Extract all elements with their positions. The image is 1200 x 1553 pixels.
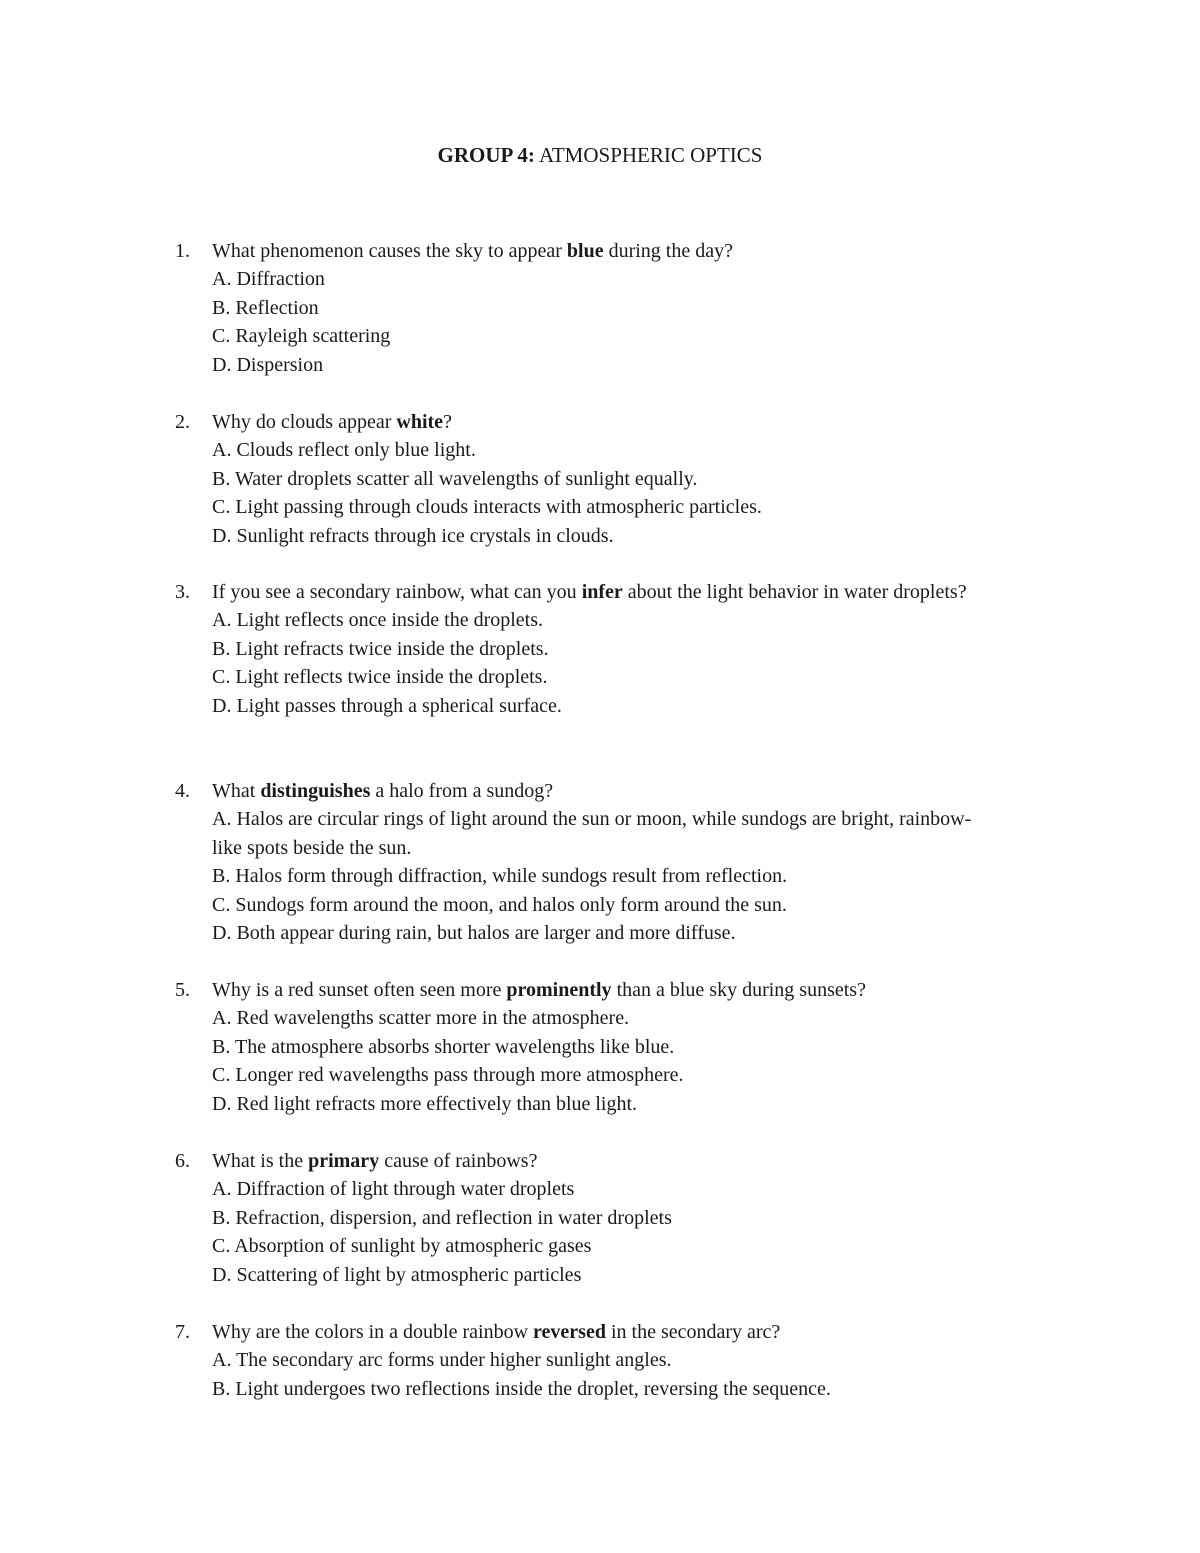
option-d: D. Light passes through a spherical surface. [212,694,562,717]
question-number: 5. [175,979,190,1001]
option-c: C. Light passing through clouds interacts with atmospheric particles. [212,496,762,519]
option-d: D. Both appear during rain, but halos are larger and more diffuse. [212,922,736,945]
question-stem: What distinguishes a halo from a sundog? [212,780,554,802]
page-title [0,142,1200,168]
key-term: reversed [533,1321,606,1343]
question-2 [175,408,975,550]
option-a: A. The secondary arc forms under higher sunlight angles. [212,1349,672,1372]
option-a: A. Clouds reflect only blue light. [212,439,476,462]
question-stem: Why are the colors in a double rainbow reversed in the secondary arc? [212,1321,781,1343]
key-term: primary [308,1150,380,1172]
question-number: 6. [175,1150,190,1172]
question-1 [175,237,975,379]
title-group-label: GROUP 4: [437,143,535,167]
option-c: C. Sundogs form around the moon, and halos only form around the sun. [212,893,787,916]
question-3 [175,578,975,720]
option-b: B. Light refracts twice inside the droplets. [212,637,549,660]
question-number: 4. [175,780,190,802]
option-a: A. Diffraction of light through water droplets [212,1178,575,1201]
question-number: 7. [175,1321,190,1343]
option-b: B. Light undergoes two reflections inside the droplet, reversing the sequence. [212,1377,831,1400]
option-d: D. Red light refracts more effectively than blue light. [212,1092,638,1115]
question-5 [175,976,975,1118]
option-c: C. Rayleigh scattering [212,325,391,348]
question-stem: What phenomenon causes the sky to appear blue during the day? [212,240,733,262]
question-stem: Why is a red sunset often seen more prominently than a blue sky during sunsets? [212,979,866,1001]
question-7 [175,1318,975,1403]
option-b: B. Water droplets scatter all wavelengths of sunlight equally. [212,467,698,490]
question-number: 1. [175,240,190,262]
key-term: infer [581,581,623,603]
option-d: D. Dispersion [212,353,324,376]
option-a: A. Diffraction [212,268,325,291]
question-6 [175,1147,975,1289]
option-a: A. Light reflects once inside the droplets. [212,609,544,632]
question-number: 2. [175,411,190,433]
key-term: white [396,411,444,433]
title-text: ATMOSPHERIC OPTICS [534,143,763,167]
key-term: distinguishes [260,780,371,802]
option-d: D. Scattering of light by atmospheric particles [212,1263,582,1286]
question-stem: Why do clouds appear white? [212,411,452,433]
option-b: B. Halos form through diffraction, while sundogs result from reflection. [212,865,788,888]
key-term: prominently [506,979,612,1001]
option-b: B. The atmosphere absorbs shorter wavelengths like blue. [212,1035,675,1058]
question-4 [175,777,975,947]
option-c: C. Light reflects twice inside the droplets. [212,666,548,689]
option-b: B. Reflection [212,296,319,319]
question-stem: If you see a secondary rainbow, what can you infer about the light behavior in water droplets? [212,581,967,603]
key-term: blue [566,240,604,262]
option-a: A. Halos are circular rings of light around the sun or moon, while sundogs are bright, rainbow-like spots beside the sun. [212,808,972,859]
option-b: B. Refraction, dispersion, and reflection in water droplets [212,1206,672,1229]
option-d: D. Sunlight refracts through ice crystals in clouds. [212,524,614,547]
option-c: C. Longer red wavelengths pass through more atmosphere. [212,1064,684,1087]
option-c: C. Absorption of sunlight by atmospheric gases [212,1235,592,1258]
question-stem: What is the primary cause of rainbows? [212,1150,538,1172]
question-number: 3. [175,581,190,603]
option-a: A. Red wavelengths scatter more in the atmosphere. [212,1007,630,1030]
